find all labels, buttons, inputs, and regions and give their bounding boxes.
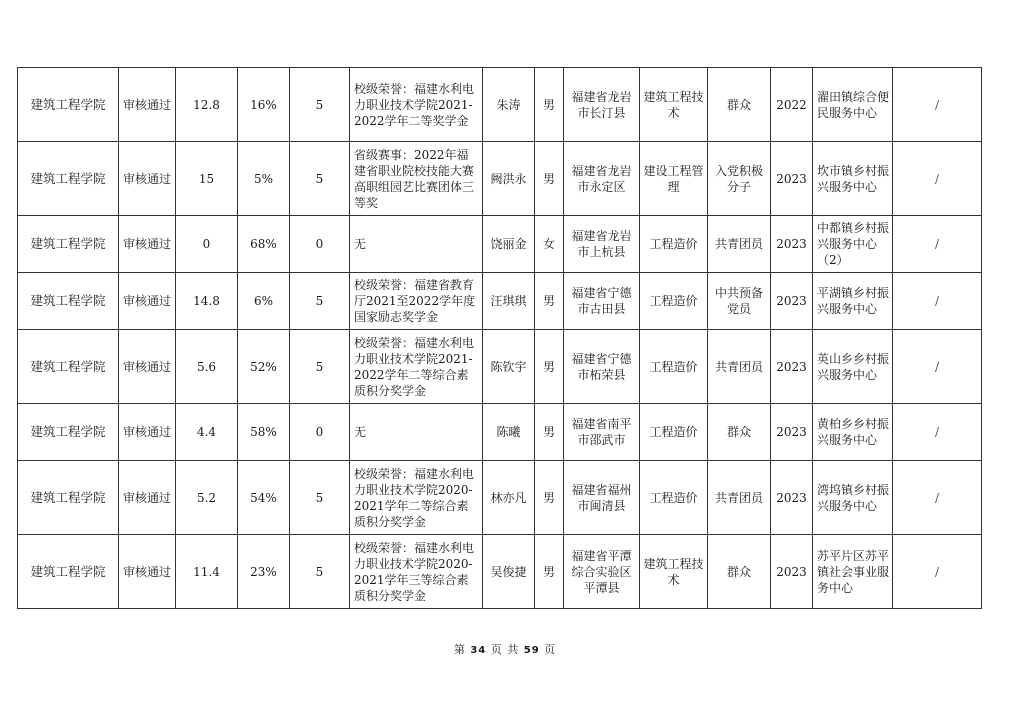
table-row	[18, 461, 982, 535]
table-row	[18, 330, 982, 404]
table-row	[18, 273, 982, 330]
college-cell: 建筑工程学院	[18, 330, 119, 404]
year-cell: 2023	[771, 273, 813, 330]
points-cell: 5	[290, 330, 350, 404]
origin-cell: 福建省福州市闽清县	[564, 461, 640, 535]
footer-suffix: 页	[544, 643, 557, 656]
table-row	[18, 216, 982, 273]
political-status-cell: 群众	[708, 68, 771, 142]
score-cell: 14.8	[176, 273, 238, 330]
major-cell: 建设工程管理	[640, 142, 708, 216]
year-cell: 2023	[771, 404, 813, 461]
name-cell: 吴俊捷	[483, 535, 535, 609]
footer-middle: 页 共	[490, 643, 520, 656]
gender-cell: 女	[535, 216, 564, 273]
score-cell: 4.4	[176, 404, 238, 461]
honor-cell: 省级赛事：2022年福建省职业院校技能大赛高职组园艺比赛团体三等奖	[350, 142, 483, 216]
service-unit-cell: 中都镇乡村振兴服务中心（2）	[813, 216, 893, 273]
origin-cell: 福建省平潭综合实验区平潭县	[564, 535, 640, 609]
honor-cell: 校级荣誉：福建水利电力职业技术学院2020-2021学年二等综合素质积分奖学金	[350, 461, 483, 535]
rank-cell: 68%	[238, 216, 290, 273]
page-footer	[0, 641, 1010, 657]
political-status-cell: 群众	[708, 535, 771, 609]
honor-cell: 校级荣誉：福建省教育厅2021至2022学年度国家励志奖学金	[350, 273, 483, 330]
major-cell: 工程造价	[640, 216, 708, 273]
remark-cell: /	[893, 404, 982, 461]
remark-cell: /	[893, 273, 982, 330]
rank-cell: 58%	[238, 404, 290, 461]
origin-cell: 福建省龙岩市长汀县	[564, 68, 640, 142]
honor-cell: 校级荣誉：福建水利电力职业技术学院2021-2022学年二等综合素质积分奖学金	[350, 330, 483, 404]
rank-cell: 23%	[238, 535, 290, 609]
major-cell: 建筑工程技术	[640, 535, 708, 609]
name-cell: 饶丽金	[483, 216, 535, 273]
points-cell: 5	[290, 68, 350, 142]
rank-cell: 52%	[238, 330, 290, 404]
major-cell: 工程造价	[640, 461, 708, 535]
college-cell: 建筑工程学院	[18, 461, 119, 535]
points-cell: 0	[290, 216, 350, 273]
table-body	[18, 68, 982, 609]
college-cell: 建筑工程学院	[18, 404, 119, 461]
remark-cell: /	[893, 330, 982, 404]
name-cell: 阙洪永	[483, 142, 535, 216]
gender-cell: 男	[535, 404, 564, 461]
name-cell: 陈钦宇	[483, 330, 535, 404]
name-cell: 林亦凡	[483, 461, 535, 535]
year-cell: 2023	[771, 461, 813, 535]
points-cell: 5	[290, 461, 350, 535]
gender-cell: 男	[535, 142, 564, 216]
service-unit-cell: 坎市镇乡村振兴服务中心	[813, 142, 893, 216]
score-cell: 5.6	[176, 330, 238, 404]
gender-cell: 男	[535, 461, 564, 535]
status-cell: 审核通过	[119, 142, 176, 216]
honor-cell: 无	[350, 404, 483, 461]
table-row	[18, 142, 982, 216]
year-cell: 2023	[771, 330, 813, 404]
major-cell: 工程造价	[640, 330, 708, 404]
gender-cell: 男	[535, 535, 564, 609]
service-unit-cell: 英山乡乡村振兴服务中心	[813, 330, 893, 404]
service-unit-cell: 平湖镇乡村振兴服务中心	[813, 273, 893, 330]
status-cell: 审核通过	[119, 216, 176, 273]
college-cell: 建筑工程学院	[18, 273, 119, 330]
rank-cell: 5%	[238, 142, 290, 216]
origin-cell: 福建省宁德市柘荣县	[564, 330, 640, 404]
name-cell: 汪琪琪	[483, 273, 535, 330]
rank-cell: 6%	[238, 273, 290, 330]
name-cell: 陈曦	[483, 404, 535, 461]
political-status-cell: 共青团员	[708, 216, 771, 273]
political-status-cell: 中共预备党员	[708, 273, 771, 330]
points-cell: 5	[290, 142, 350, 216]
status-cell: 审核通过	[119, 461, 176, 535]
year-cell: 2022	[771, 68, 813, 142]
service-unit-cell: 湾坞镇乡村振兴服务中心	[813, 461, 893, 535]
political-status-cell: 共青团员	[708, 461, 771, 535]
points-cell: 5	[290, 535, 350, 609]
rank-cell: 16%	[238, 68, 290, 142]
points-cell: 0	[290, 404, 350, 461]
origin-cell: 福建省南平市邵武市	[564, 404, 640, 461]
college-cell: 建筑工程学院	[18, 68, 119, 142]
major-cell: 工程造价	[640, 273, 708, 330]
gender-cell: 男	[535, 330, 564, 404]
status-cell: 审核通过	[119, 273, 176, 330]
service-unit-cell: 苏平片区苏平镇社会事业服务中心	[813, 535, 893, 609]
major-cell: 建筑工程技术	[640, 68, 708, 142]
rank-cell: 54%	[238, 461, 290, 535]
score-cell: 0	[176, 216, 238, 273]
origin-cell: 福建省宁德市古田县	[564, 273, 640, 330]
score-cell: 15	[176, 142, 238, 216]
service-unit-cell: 黄柏乡乡村振兴服务中心	[813, 404, 893, 461]
status-cell: 审核通过	[119, 330, 176, 404]
table-row	[18, 68, 982, 142]
gender-cell: 男	[535, 273, 564, 330]
remark-cell: /	[893, 68, 982, 142]
remark-cell: /	[893, 216, 982, 273]
service-unit-cell: 濯田镇综合便民服务中心	[813, 68, 893, 142]
current-page-number: 34	[470, 645, 487, 656]
score-cell: 12.8	[176, 68, 238, 142]
points-cell: 5	[290, 273, 350, 330]
data-table	[17, 67, 982, 609]
total-page-number: 59	[523, 645, 540, 656]
year-cell: 2023	[771, 142, 813, 216]
table-row	[18, 535, 982, 609]
college-cell: 建筑工程学院	[18, 216, 119, 273]
name-cell: 朱涛	[483, 68, 535, 142]
status-cell: 审核通过	[119, 68, 176, 142]
score-cell: 5.2	[176, 461, 238, 535]
footer-prefix: 第	[453, 643, 466, 656]
college-cell: 建筑工程学院	[18, 142, 119, 216]
origin-cell: 福建省龙岩市上杭县	[564, 216, 640, 273]
remark-cell: /	[893, 142, 982, 216]
major-cell: 工程造价	[640, 404, 708, 461]
score-cell: 11.4	[176, 535, 238, 609]
remark-cell: /	[893, 461, 982, 535]
remark-cell: /	[893, 535, 982, 609]
year-cell: 2023	[771, 535, 813, 609]
political-status-cell: 群众	[708, 404, 771, 461]
honor-cell: 校级荣誉：福建水利电力职业技术学院2021-2022学年二等奖学金	[350, 68, 483, 142]
college-cell: 建筑工程学院	[18, 535, 119, 609]
table-row	[18, 404, 982, 461]
status-cell: 审核通过	[119, 404, 176, 461]
gender-cell: 男	[535, 68, 564, 142]
year-cell: 2023	[771, 216, 813, 273]
status-cell: 审核通过	[119, 535, 176, 609]
political-status-cell: 入党积极分子	[708, 142, 771, 216]
origin-cell: 福建省龙岩市永定区	[564, 142, 640, 216]
political-status-cell: 共青团员	[708, 330, 771, 404]
honor-cell: 无	[350, 216, 483, 273]
honor-cell: 校级荣誉：福建水利电力职业技术学院2020-2021学年三等综合素质积分奖学金	[350, 535, 483, 609]
